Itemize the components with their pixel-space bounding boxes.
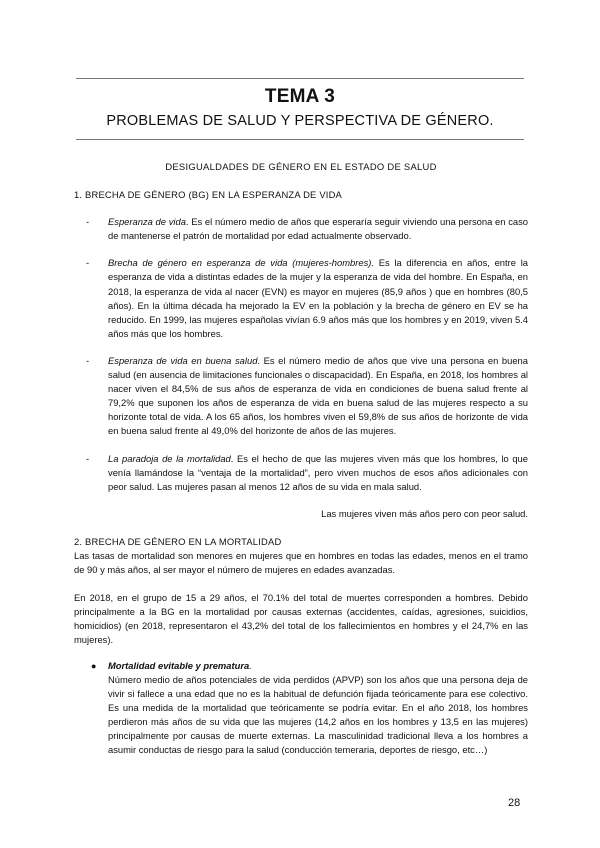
section-2-paragraph-2: En 2018, en el grupo de 15 a 29 años, el 70.1% del total de muertes corresponden a hombres. Debido principalmente a la BG en la mortalidad por causas externas (accidentes, caídas, agresiones, suicidios, homicidios) (en 2018, representaron el 43,2% del total de los fallecimientos en hombres y el 24,7% en las mujeres). xyxy=(74,592,528,646)
dash-marker: - xyxy=(86,452,90,464)
section-2-paragraph-1: Las tasas de mortalidad son menores en mujeres que en hombres en todas las edades, menos en el tramo de 90 y más años, al ser mayor el número de mujeres en edades avanzadas. xyxy=(74,549,528,576)
item-term: Esperanza de vida xyxy=(108,216,186,228)
dash-marker: - xyxy=(86,257,90,269)
bullet-text: Número medio de años potenciales de vida perdidos (APVP) son los años que una persona deja de vivir si fallece a una edad que no es la habitual de defunción fijada teóricamente para ese colectivo. Es una medida de la mortalidad que teóricamente se podría evitar. En el año 2018, los hombres perdieron más años de su vida que las mujeres (14,2 años en los hombres y 13,5 en las mujeres) principalmente por causas de muerte externas. La masculinidad tradicional lleva a los hombres a asumir conductas de riesgo para la salud (conducción temeraria, deportes de riesgo, etc…) xyxy=(108,673,528,756)
page-title: TEMA 3 xyxy=(264,86,336,107)
item-term: Brecha de género en esperanza de vida (mujeres-hombres) xyxy=(108,257,372,269)
item-term: La paradoja de la mortalidad xyxy=(108,452,231,464)
bottom-rule xyxy=(76,139,524,140)
section-1-conclusion: Las mujeres viven más años pero con peor salud. xyxy=(321,507,528,519)
item-text: . Es el número medio de años que esperaría seguir viviendo una persona en caso de mantenerse el patrón de mortalidad por edad actualmente observado. xyxy=(108,216,529,242)
section-1-list xyxy=(74,215,528,494)
list-item xyxy=(74,215,528,243)
list-item xyxy=(74,256,528,341)
item-text: . Es el número medio de años que vive una persona en buena salud (en ausencia de limitaciones funcionales o discapacidad). En España, en 2018, los hombres al nacer viven el 84,5% de sus años de esperanza de vida en condiciones de buena salud frente al 79,2% que suponen los años de esperanza de vida en buena salud de las mujeres respecto a su horizonte total de vida. A los 65 años, los hombres viven el 59,8% de sus años de horizonte de vida en buena salud frente al 49,0% del horizonte de años de las mujeres. xyxy=(108,354,528,437)
document-body xyxy=(74,160,528,757)
section-1-heading: 1. BRECHA DE GÉNERO (BG) EN LA ESPERANZA DE VIDA xyxy=(74,189,343,201)
item-text: . Es el hecho de que las mujeres viven más que los hombres, lo que venía llamándose la “ventaja de la mortalidad”, pero viven muchos de esos años adicionales con peor salud. Las mujeres pasan al menos 12 años de su vida en mala salud. xyxy=(108,452,528,492)
item-text: . Es la diferencia en años, entre la esperanza de vida a distintas edades de la mujer y la esperanza de vida del hombre. En España, en 2018, la esperanza de vida al nacer (EVN) es mayor en mujeres (85,9 años ) que en hombres (80,5 años). En la última década ha mejorado la EV en la población y la brecha de género en EV se ha reducido. En 1999, las mujeres españolas vivían 6.9 años más que los hombres y en 2019, viven 5.4 años más que los hombres. xyxy=(108,257,528,339)
bullet-marker: ● xyxy=(91,660,97,671)
section-2-heading: 2. BRECHA DE GÉNERO EN LA MORTALIDAD xyxy=(74,535,282,547)
list-item xyxy=(74,354,528,439)
item-term: Esperanza de vida en buena salud xyxy=(108,354,258,366)
bullet-term-suffix: . xyxy=(249,659,252,671)
list-item xyxy=(74,452,528,494)
list-item xyxy=(74,659,528,758)
main-heading: DESIGUALDADES DE GÉNERO EN EL ESTADO DE SALUD xyxy=(165,161,437,172)
dash-marker: - xyxy=(86,216,90,228)
bullet-term: Mortalidad evitable y prematura xyxy=(108,659,250,671)
page-subtitle: PROBLEMAS DE SALUD Y PERSPECTIVA DE GÉNERO. xyxy=(106,113,494,129)
page-number: 28 xyxy=(508,797,521,809)
top-rule xyxy=(76,78,524,79)
section-2-bullets xyxy=(74,659,528,758)
dash-marker: - xyxy=(86,354,90,366)
